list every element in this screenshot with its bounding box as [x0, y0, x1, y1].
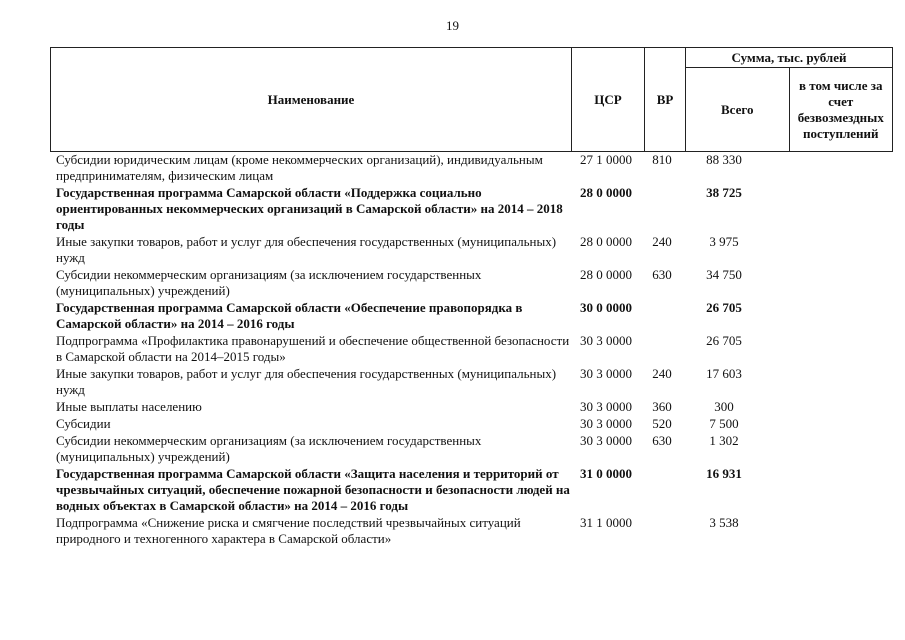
row-csr: 30 3 0000: [580, 416, 632, 431]
column-header-extra: в том числе за счет безвозмездных поступлений: [789, 68, 893, 152]
row-total: 17 603: [706, 366, 742, 381]
row-csr: 31 0 0000: [580, 466, 632, 481]
row-vr: 520: [652, 416, 672, 431]
row-csr: 28 0 0000: [580, 185, 632, 200]
row-total: 38 725: [706, 185, 742, 200]
row-name: Субсидии некоммерческим организациям (за исключением государственных (муниципальных) учреждений): [56, 267, 482, 298]
table-row: [50, 333, 893, 365]
row-total: 34 750: [706, 267, 742, 282]
table-row: [50, 185, 893, 233]
row-vr: 630: [652, 267, 672, 282]
row-name: Иные закупки товаров, работ и услуг для обеспечения государственных (муниципальных) нужд: [56, 366, 557, 397]
row-total: 7 500: [709, 416, 739, 431]
column-header-csr: ЦСР: [572, 48, 645, 152]
table-row: [50, 466, 893, 514]
row-total: 3 538: [709, 515, 739, 530]
row-vr: 360: [652, 399, 672, 414]
table-row: [50, 366, 893, 398]
table-row: [50, 267, 893, 299]
table-body: [50, 152, 893, 547]
row-csr: 28 0 0000: [580, 234, 632, 249]
table-row: [50, 515, 893, 547]
table-row: [50, 152, 893, 184]
column-header-name: Наименование: [51, 48, 572, 152]
row-name: Иные закупки товаров, работ и услуг для обеспечения государственных (муниципальных) нужд: [56, 234, 557, 265]
row-vr: 810: [652, 152, 672, 167]
row-total: 26 705: [706, 333, 742, 348]
row-name: Субсидии некоммерческим организациям (за исключением государственных (муниципальных) учреждений): [56, 433, 482, 464]
row-csr: 30 3 0000: [580, 366, 632, 381]
table-row: [50, 433, 893, 465]
row-total: 88 330: [706, 152, 742, 167]
row-csr: 30 3 0000: [580, 433, 632, 448]
row-vr: 240: [652, 234, 672, 249]
column-header-total: Всего: [686, 68, 790, 152]
page-number: 19: [446, 18, 459, 33]
row-name: Подпрограмма «Профилактика правонарушений и обеспечение общественной безопасности в Самарской области на 2014–2015 годы»: [56, 333, 570, 364]
budget-table: [50, 47, 893, 548]
row-total: 3 975: [709, 234, 739, 249]
column-header-sum: Сумма, тыс. рублей: [686, 48, 893, 68]
row-vr: 240: [652, 366, 672, 381]
row-name: Субсидии юридическим лицам (кроме некоммерческих организаций), индивидуальным предпринимателям, физическим лицам: [56, 152, 543, 183]
column-header-vr: ВР: [645, 48, 686, 152]
row-csr: 30 3 0000: [580, 399, 632, 414]
row-name: Иные выплаты населению: [56, 399, 202, 414]
row-name: Государственная программа Самарской области «Защита населения и территорий от чрезвычайных ситуаций, обеспечение пожарной безопасности и безопасности людей на водных объектах в Самарской области» на 2014 – 2016 годы: [56, 466, 570, 513]
row-csr: 30 3 0000: [580, 333, 632, 348]
row-name: Подпрограмма «Снижение риска и смягчение последствий чрезвычайных ситуаций природного и техногенного характера в Самарской области»: [56, 515, 521, 546]
row-name: Субсидии: [56, 416, 111, 431]
row-csr: 28 0 0000: [580, 267, 632, 282]
row-total: 1 302: [709, 433, 739, 448]
row-csr: 30 0 0000: [580, 300, 632, 315]
row-name: Государственная программа Самарской области «Поддержка социально ориентированных некоммерческих организаций в Самарской области» на 2014 – 2018 годы: [56, 185, 563, 232]
table-row: [50, 234, 893, 266]
table-row: [50, 399, 893, 415]
table-row: [50, 416, 893, 432]
row-name: Государственная программа Самарской области «Обеспечение правопорядка в Самарской области» на 2014 – 2016 годы: [56, 300, 523, 331]
row-csr: 27 1 0000: [580, 152, 632, 167]
table-row: [50, 300, 893, 332]
table-header: [50, 47, 893, 152]
row-total: 16 931: [706, 466, 742, 481]
row-total: 300: [714, 399, 734, 414]
row-csr: 31 1 0000: [580, 515, 632, 530]
row-total: 26 705: [706, 300, 742, 315]
row-vr: 630: [652, 433, 672, 448]
